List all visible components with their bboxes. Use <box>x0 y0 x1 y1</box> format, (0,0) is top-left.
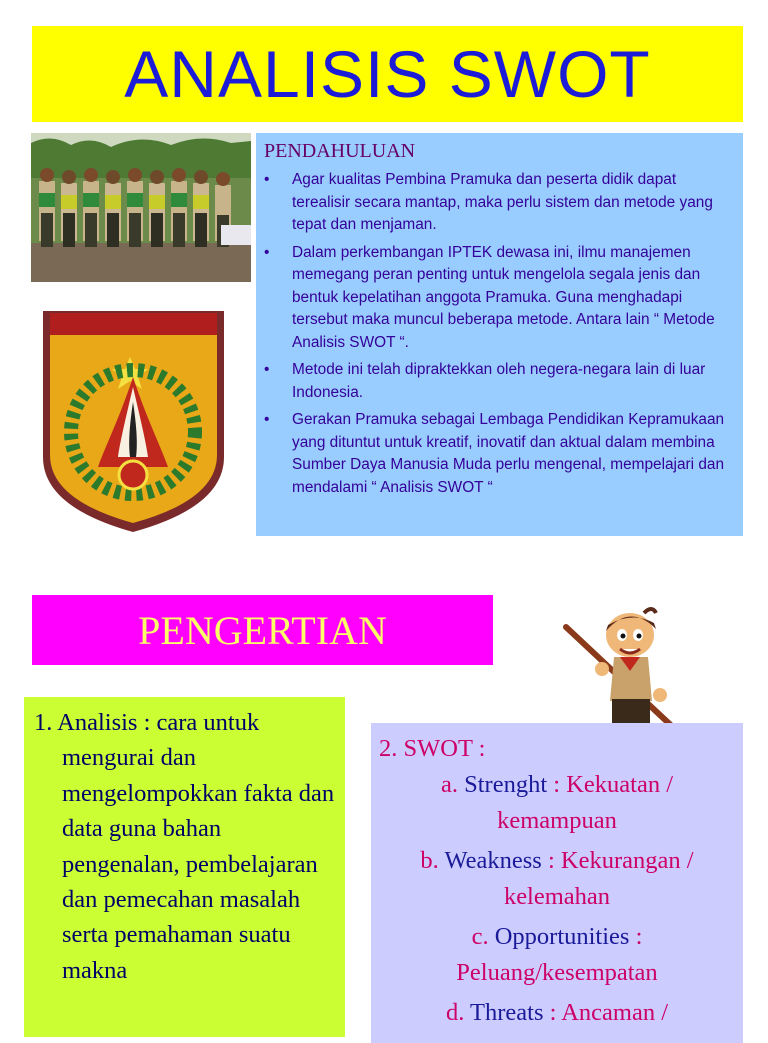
intro-box <box>256 133 743 536</box>
intro-bullet: • Agar kualitas Pembina Pramuka dan peserta didik dapat terealisir secara mantap, maka perlu sistem dan metode yang tepat dan menjaman. <box>264 169 729 237</box>
intro-heading: PENDAHULUAN <box>264 140 416 162</box>
swot-item-strength <box>379 767 735 839</box>
swot-item-letter: a. <box>440 771 458 798</box>
swot-item-meaning: : Kekurangan / kelemahan <box>503 847 694 910</box>
swot-item-letter: d. <box>445 999 465 1026</box>
swot-definition-box <box>371 723 743 1043</box>
swot-item-meaning: : Peluang/kesempatan <box>456 923 658 986</box>
swot-item-meaning: : Ancaman / <box>543 999 669 1026</box>
analisis-definition: 1. Analisis : cara untuk mengurai dan mengelompokkan fakta dan data guna bahan pengenalan, pembelajaran dan pemecahan masalah serta pemahaman suatu makna <box>34 709 335 984</box>
page-title: ANALISIS SWOT <box>124 37 651 111</box>
swot-item-meaning: : Kekuatan / kemampuan <box>497 771 674 834</box>
swot-item-opportunities <box>379 919 735 991</box>
swot-item-letter: c. <box>471 923 489 950</box>
jawa-tengah-emblem <box>40 307 227 535</box>
swot-item-term: Opportunities <box>494 923 630 950</box>
swot-heading: 2. SWOT : <box>379 735 486 762</box>
swot-item-letter: b. <box>420 847 439 874</box>
intro-bullet-list <box>264 169 729 499</box>
intro-bullet: • Metode ini telah dipraktekkan oleh negera-negara lain di luar Indonesia. <box>264 359 729 404</box>
intro-bullet: • Dalam perkembangan IPTEK dewasa ini, ilmu manajemen memegang peran penting untuk mengelola segala jenis dan bentuk kepelatihan anggota Pramuka. Guna menghadapi tersebut maka muncul beberapa metode. Antara lain “ Metode Analisis SWOT “. <box>264 242 729 355</box>
pengertian-heading: PENGERTIAN <box>138 607 387 653</box>
swot-item-term: Strenght <box>464 771 548 798</box>
swot-item-weakness <box>379 843 735 915</box>
intro-bullet: • Gerakan Pramuka sebagai Lembaga Pendidikan Kepramukaan yang dituntut untuk kreatif, inovatif dan aktual dalam membina Sumber Daya Manusia Muda perlu mengenal, mempelajari dan mendalami “ Analisis SWOT “ <box>264 409 729 499</box>
swot-item-threats <box>379 995 735 1031</box>
swot-item-term: Weakness <box>444 847 542 874</box>
scouts-photo <box>31 133 251 282</box>
swot-item-term: Threats <box>470 999 544 1026</box>
title-banner <box>32 26 743 122</box>
pengertian-banner <box>32 595 493 665</box>
analisis-definition-box <box>24 697 345 1037</box>
